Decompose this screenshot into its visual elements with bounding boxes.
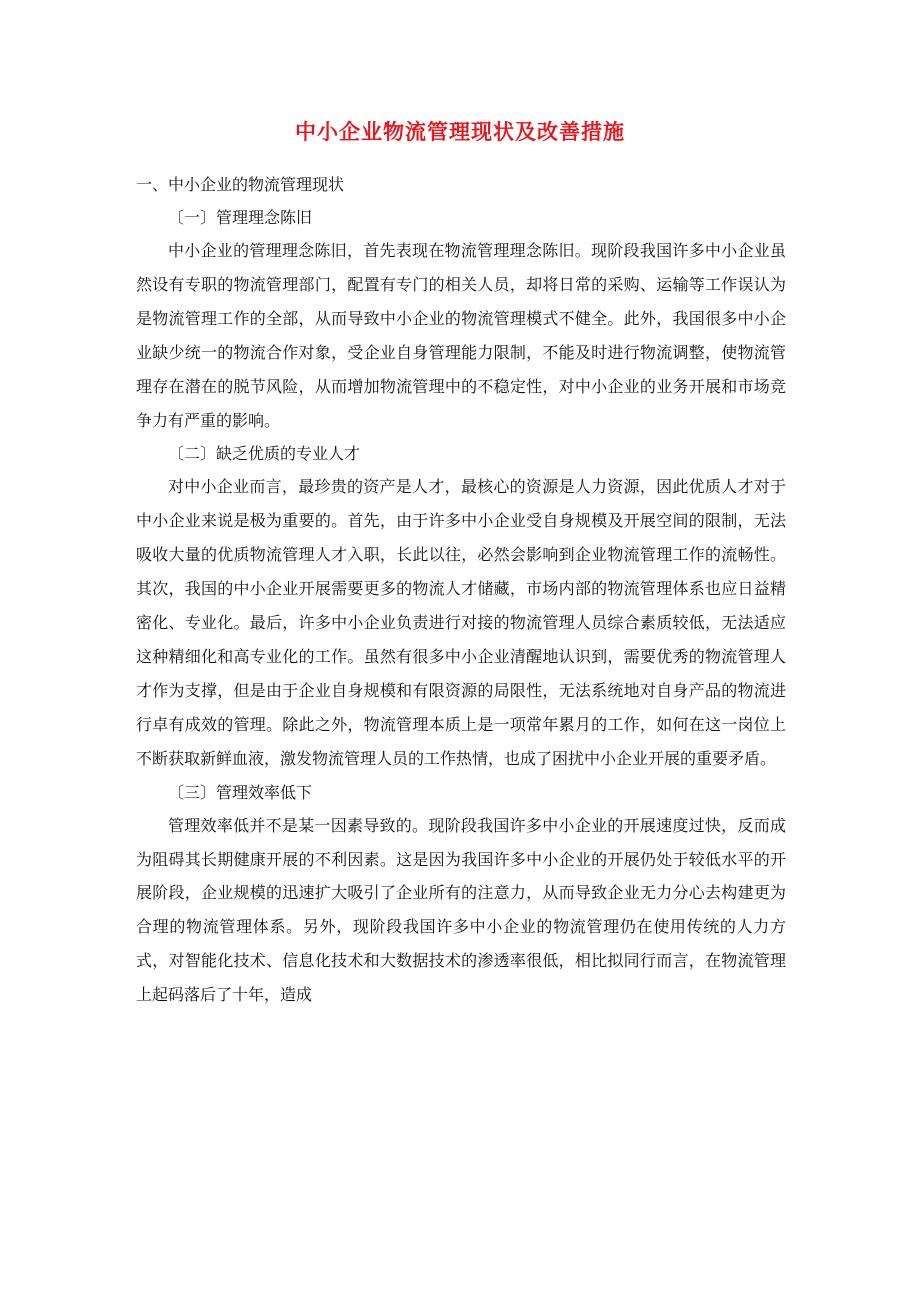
document-title: 中小企业物流管理现状及改善措施 (295, 119, 625, 144)
subsection-heading-3: 〔三〕管理效率低下 (168, 782, 313, 802)
subsection-heading-1: 〔一〕管理理念陈旧 (168, 208, 313, 227)
document-body (136, 168, 786, 1012)
paragraph-3: 管理效率低并不是某一因素导致的。现阶段我国许多中小企业的开展速度过快，反而成为阻碍其长期健康开展的不利因素。这是因为我国许多中小企业的开展仍处于较低水平的开展阶段，企业规模的迅速扩大吸引了企业所有的注意力，从而导致企业无力分心去构建更为合理的物流管理体系。另外，现阶段我国许多中小企业的物流管理仍在使用传统的人力方式，对智能化技术、信息化技术和大数据技术的渗透率很低，相比拟同行而言，在物流管理上起码落后了十年，造成 (136, 815, 786, 1005)
paragraph-1: 中小企业的管理理念陈旧，首先表现在物流管理理念陈旧。现阶段我国许多中小企业虽然设有专职的物流管理部门，配置有专门的相关人员，却将日常的采购、运输等工作误认为是物流管理工作的全部，从而导致中小企业的物流管理模式不健全。此外，我国很多中小企业缺少统一的物流合作对象，受企业自身管理能力限制，不能及时进行物流调整，使物流管理存在潜在的脱节风险，从而增加物流管理中的不稳定性，对中小企业的业务开展和市场竞争力有严重的影响。 (136, 241, 786, 430)
section-heading: 一、中小企业的物流管理现状 (136, 175, 345, 194)
paragraph-2: 对中小企业而言，最珍贵的资产是人才，最核心的资源是人力资源，因此优质人才对于中小企业来说是极为重要的。首先，由于许多中小企业受自身规模及开展空间的限制，无法吸收大量的优质物流管理人才入职，长此以往，必然会影响到企业物流管理工作的流畅性。其次，我国的中小企业开展需要更多的物流人才储藏，市场内部的物流管理体系也应日益精密化、专业化。最后，许多中小企业负责进行对接的物流管理人员综合素质较低，无法适应这种精细化和高专业化的工作。虽然有很多中小企业清醒地认识到，需要优秀的物流管理人才作为支撑，但是由于企业自身规模和有限资源的局限性，无法系统地对自身产品的物流进行卓有成效的管理。除此之外，物流管理本质上是一项常年累月的工作，如何在这一岗位上不断获取新鲜血液，激发物流管理人员的工作热情，也成了困扰中小企业开展的重要矛盾。 (136, 477, 786, 768)
subsection-heading-2: 〔二〕缺乏优质的专业人才 (168, 444, 361, 464)
